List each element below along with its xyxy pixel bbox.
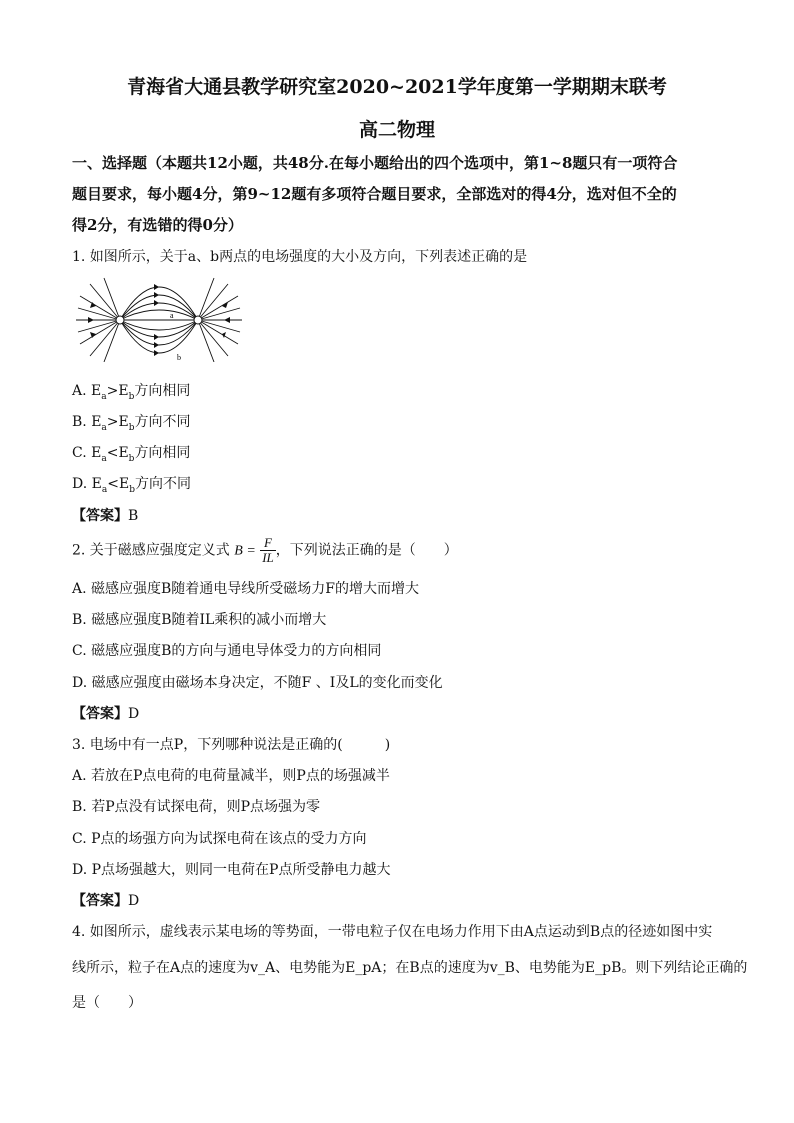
left-charge [116, 316, 124, 324]
page-subtitle: 高二物理 [358, 119, 435, 141]
section-instructions-line1: 一、选择题（本题共12小题，共48分.在每小题给出的四个选项中，第1~8题只有一项符合 [72, 154, 678, 172]
question-3-option-c: C. P点的场强方向为试探电荷在该点的受力方向 [72, 831, 367, 847]
question-1-answer: 【答案】B [72, 508, 139, 524]
question-2-option-a: A. 磁感应强度B随着通电导线所受磁场力F的增大而增大 [72, 581, 420, 597]
question-1-option-c: C. $E_a<E_b$方向相同 [72, 445, 191, 464]
electric-field-lines-figure [74, 276, 244, 362]
question-3-option-d: D. P点场强越大，则同一电荷在P点所受静电力越大 [72, 862, 391, 878]
section-instructions-line3: 得2分，有选错的得0分） [72, 216, 243, 234]
point-a-label: a [170, 311, 174, 320]
question-3-option-a: A. 若放在P点电荷的电荷量减半，则P点的场强减半 [72, 768, 390, 784]
question-2-stem: 2. 关于磁感应强度定义式 B = $\frac{F}{IL}$ ，下列说法正确的是（ ） [72, 535, 458, 565]
field-lines [76, 278, 242, 362]
question-1-option-d: D. $E_a<E_b$方向不同 [72, 476, 191, 495]
point-b-label: b [177, 353, 181, 362]
right-charge [194, 316, 202, 324]
question-4-line2: 线所示，粒子在A点的速度为v_A、电势能为E_pA；在B点的速度为v_B、电势能为E_pB。则下列结论正确的 [72, 960, 748, 976]
question-4-line3: 是（ ） [72, 995, 142, 1011]
question-2-option-d: D. 磁感应强度由磁场本身决定，不随F 、I及L的变化而变化 [72, 675, 443, 691]
section-instructions-line2: 题目要求，每小题4分，第9~12题有多项符合题目要求，全部选对的得4分，选对但不全的 [72, 185, 677, 203]
question-3-answer: 【答案】D [72, 893, 140, 909]
question-3-stem: 3. 电场中有一点P，下列哪种说法是正确的( ) [72, 737, 391, 753]
question-4-line1: 4. 如图所示，虚线表示某电场的等势面，一带电粒子仅在电场力作用下由A点运动到B点的径迹如图中实 [72, 924, 713, 940]
question-2-answer: 【答案】D [72, 706, 140, 722]
question-2-option-b: B. 磁感应强度B随着IL乘积的减小而增大 [72, 612, 327, 628]
page-title: 青海省大通县教学研究室2020~2021学年度第一学期期末联考 [127, 76, 667, 98]
question-3-option-b: B. 若P点没有试探电荷，则P点场强为零 [72, 799, 321, 815]
question-1-stem: 1. 如图所示，关于a、b两点的电场强度的大小及方向，下列表述正确的是 [72, 249, 528, 265]
formula-fraction: $\frac{F}{IL}$ [262, 535, 274, 565]
question-1-option-b: B. $E_a>E_b$方向不同 [72, 414, 191, 433]
question-2-option-c: C. 磁感应强度B的方向与通电导体受力的方向相同 [72, 643, 382, 659]
question-1-option-a: A. $E_a>E_b$方向相同 [72, 383, 191, 402]
